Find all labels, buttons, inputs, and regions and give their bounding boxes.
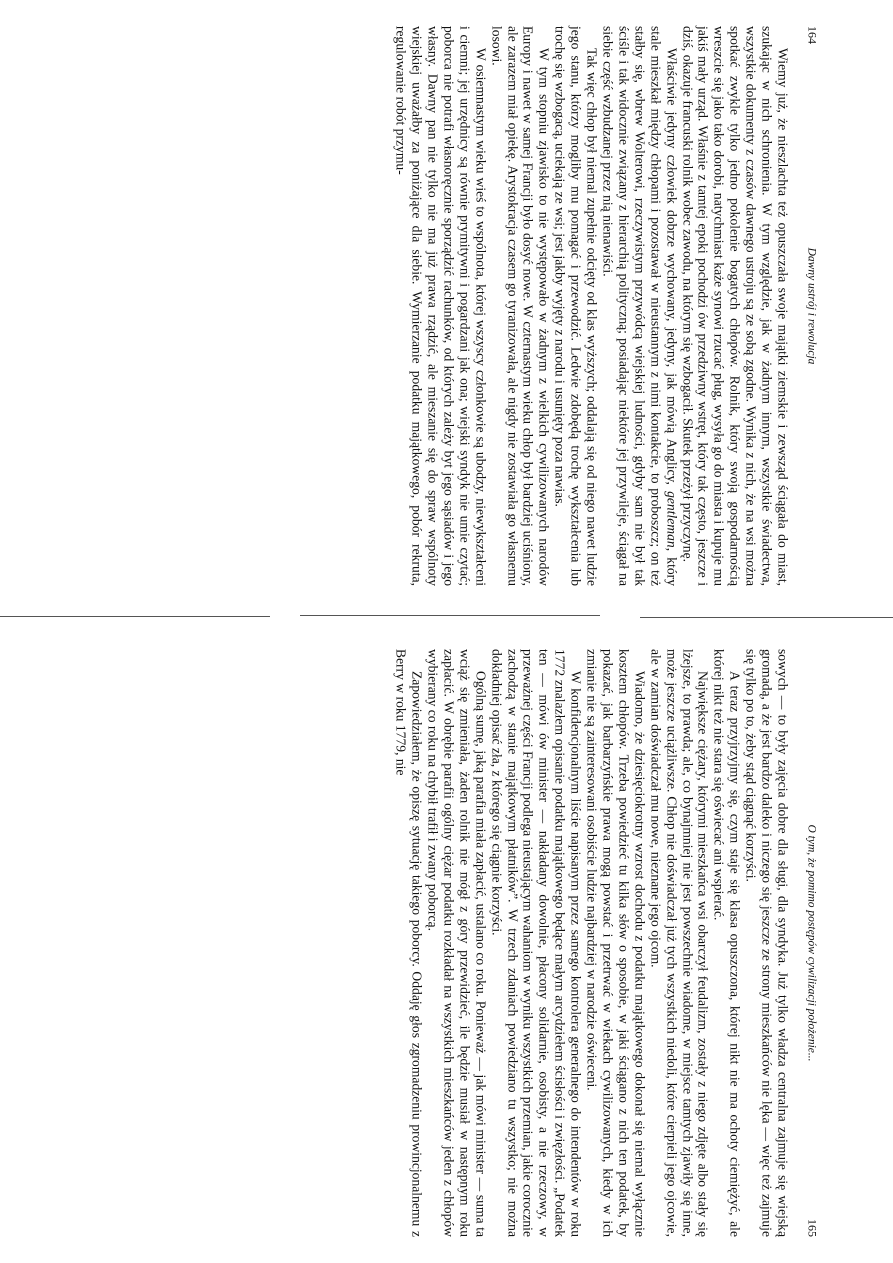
- paragraph: W osiemnastym wieku wieś to wspólnota, której wszyscy członkowie są ubodzy, niewykształceni i ciemni; jej urzędnicy są równie prymitywni i pogardzani jak ona; wiejski syndyk nie umie czytać; poborca nie potrafi własnoręcznie sporządzić rachunków, od których zależy byt jego sąsiadów i jego własny. Dawny pan nie tylko nie ma już prawa rządzić, ale mieszanie się do spraw wspólnoty wiejskiej uważałby za poniżające dla siebie. Wymierzanie podatku majątkowego, pobór rekruta, regulowanie robót przymu-: [393, 26, 488, 586]
- paragraph: A teraz przyjrzyjmy się, czym staje się klasa opuszczona, której nikt nie ma ochoty ciemiężyć, ale której nikt też nie stara się oświecać ani wspierać.: [711, 648, 743, 1237]
- paragraph: Wiemy już, że nieszlachta też opuszczała swoje majątki ziemskie i zewsząd ściągała do miast, szukając w nich schronienia. W tym względzie, jak w żadnym innym, wszystkie świadectwa, wszystkie dokumenty z czasów dawnego ustroju są ze sobą zgodne. Wynika z nich, że na wsi można spotkać zwykle tylko jedno pokolenie bogatych chłopów. Rolnik, który swoją gospodarnością wreszcie się jako tako dorobi, natychmiast każe synowi rzucać pług, wysyła go do miasta i kupuje mu jakiś mały urząd. Właśnie z tamtej epoki pochodzi ów przedziwny wstręt, który tak często, jeszcze i dziś, okazuje francuski rolnik wobec zawodu, na którym się wzbogacił. Skutek przeżył przyczynę.: [679, 26, 790, 586]
- running-head-title: Dawny ustrój i rewolucja: [805, 247, 817, 365]
- running-header: [804, 649, 819, 1237]
- paragraph: W tym stopniu zjawisko to nie występowało w żadnym z wielkich cywilizowanych narodów Europy i nawet w samej Francji było dosyć nowe. W czternastym wieku chłop był bardziej uciśniony, ale zarazem miał opiekę. Arystokracja czasem go tyranizowała, ale nigdy nie zostawiała go własnemu losowi.: [488, 26, 552, 586]
- paragraph: Tak więc chłop był niemal zupełnie odcięty od klas wyższych; oddalają się od niego nawet ludzie jego stanu, którzy mogliby mu pomagać i przewodzić. Ledwie zdobędą trochę wykształcenia lub trochę się wzbogacą, uciekają ze wsi; jest jakby wyjęty z narodu i usunięty poza nawias.: [552, 26, 600, 586]
- paragraph: Wiadomo, że dziesięciokrotny wzrost dochodu z podatku majątkowego dokonał się niemal wyłącznie kosztem chłopów. Trzeba powiedzieć tu kilka słów o sposobie, w jaki ściągano z nich ten podatek, by pokazać, jak barbarzyńskie prawa mogą powstać i przetrwać w wiekach cywilizowanych, kiedy w ich zmianie nie są zainteresowani osobiście ludzie najbardziej w narodzie oświeceni.: [584, 648, 647, 1237]
- page-divider: [0, 613, 893, 621]
- paragraph: Największe ciężary, którymi mieszkańca wsi obarczył feudalizm, zostały z niego zdjęte albo stały się lżejsze, to prawda; ale, co bynajmniej nie jest powszechnie wiadome, w miejsce tamtych zjawiły się inne, może jeszcze uciążliwsze. Chłop nie doświadczał już tych wszystkich niedoli, które cierpieli jego ojcowie, ale w zamian doświadczał mu nowe, nieznane jego ojcom.: [647, 648, 711, 1237]
- paragraph: Ogólną sumę, jaką parafia miała zapłacić, ustalano co roku. Ponieważ — jak mówi minister — suma ta wciąż się zmieniała, żaden rolnik nie mógł z góry przewidzieć, ile będzie musiał w następnym roku zapłacić. W obrębie parafii ogólny ciężar podatku rozkładał na wszystkich mieszkańców jeden z chłopów wybierany co roku na chybił trafił i zwany poborcą.: [425, 648, 488, 1237]
- page-164-content: [74, 26, 819, 586]
- paragraph: sowych — to były zajęcia dobre dla sługi, dla syndyka. Już tylko władza centralna zajmuje się wiejską gromadą, a że jest bardzo daleko i niczego się jeszcze ze strony mieszkańców nie lęka — więc też zajmuje się tylko po to, żeby stąd ciągnąć korzyści.: [743, 648, 790, 1237]
- body-text: [392, 26, 790, 586]
- paragraph: W konfidencjonalnym liście napisanym przez samego kontrolera generalnego do intendentów w roku 1772 znalazłem opisanie podatku majątkowego będące małym arcydziełem ścisłości i zwięzłości. „Podatek ten — mówi ów minister — nakładany dowolnie, płacony solidarnie, osobisty, a nie rzeczowy, w przeważnej części Francji podlega nieustającym wahaniom w wyniku wszystkich przemian, jakie corocznie zachodzą w stanie majątkowym płatników”. W trzech zdaniach powiedziano tu wszystko; nie można dokładniej opisać zła, z którego się ciągnie korzyści.: [488, 648, 584, 1237]
- emphasis: gentleman: [663, 491, 679, 548]
- page-164: [0, 0, 893, 612]
- page-number: 165: [805, 1218, 819, 1237]
- running-header: [804, 26, 819, 586]
- paragraph: Zapowiedziałem, że opiszę sytuację takiego poborcy. Oddaję głos zgromadzeniu prowincjonalnemu z Berry w roku 1779, nie: [393, 648, 425, 1237]
- page-165-content: [74, 649, 819, 1237]
- page-165: [0, 622, 893, 1263]
- page-number: 164: [805, 26, 819, 44]
- paragraph: Właściwie jedyny człowiek dobrze wychowany, jedyny, jak mówią Anglicy, gentleman, który stale mieszkał między chłopami i pozostawał w nieustannym z nimi kontakcie, to proboszcz; on też stałby się, wbrew Wolterowi, rzeczywistym przywódcą wiejskiej ludności, gdyby sam nie był tak ściśle i tak widocznie związany z hierarchią polityczną; posiadając niektóre jej przywileje, ściągał na siebie część wzbudzanej przez nią nienawiści.: [600, 26, 679, 586]
- body-text: [392, 649, 790, 1237]
- running-head-title: O tym, że pomimo postępów cywilizacji położenie...: [805, 824, 817, 1061]
